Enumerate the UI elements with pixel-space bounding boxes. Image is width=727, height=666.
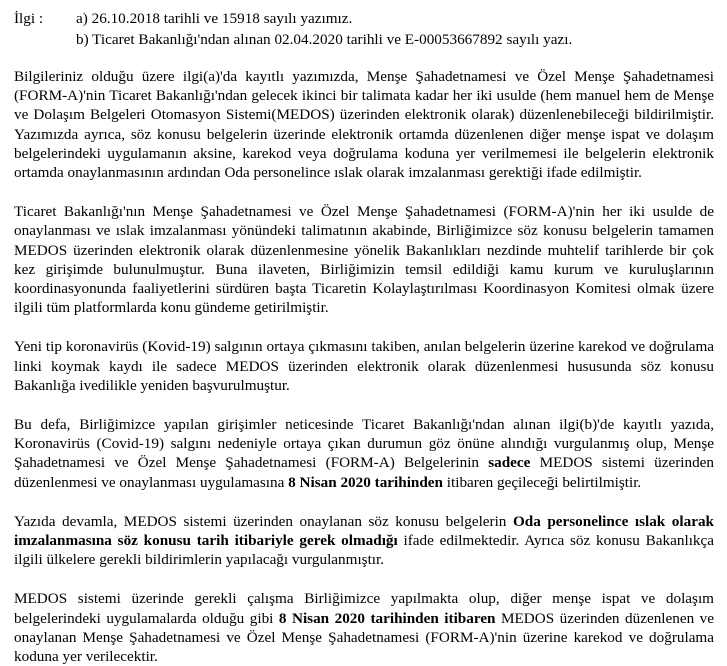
bold-text: Oda personelince ıslak olarak imzalanmasına söz konusu tarih itibariyle gerek olmadığı	[14, 512, 714, 550]
letter-body	[14, 8, 714, 666]
reference-item-a: a) 26.10.2018 tarihli ve 15918 sayılı yazımız.	[76, 10, 353, 27]
paragraph-6	[14, 589, 714, 666]
paragraph-4	[14, 415, 714, 492]
reference-list	[76, 8, 572, 50]
paragraph-1	[14, 67, 714, 182]
text-run: MEDOS sistemi üzerinde gerekli çalışma Birliğimizce yapılmakta olup, diğer menşe ispat ve dolaşım belgelerindeki uygulamalarda olduğu gibi	[14, 590, 714, 627]
text-run: Ticaret Bakanlığı'nın Menşe Şahadetnamesi ve Özel Menşe Şahadetnamesi (FORM-A)'nin her iki usulde de onaylanması ve ıslak imzalanması yönündeki talimatının akabinde, Birliğimizce söz konusu belgelerin tamamen MEDOS üzerinden elektronik olarak düzenlenmesine yönelik Bakanlıkları nezdinde muhtelif tarihlerde bir çok kez girişimde bulunulmuştur. Buna ilaveten, Birliğimizin temsil edildiği kamu kurum ve kuruluşlarının koordinasyonunda faaliyetlerini sürdüren başta Ticaretin Kolaylaştırılması Koordinasyon Komitesi olmak üzere ilgili tüm platformlarda konu gündeme getirilmiştir.	[14, 203, 714, 317]
text-run: itibaren geçileceği belirtilmiştir.	[443, 473, 642, 491]
bold-text: 8 Nisan 2020 tarihinden	[288, 473, 443, 491]
text-run: MEDOS sistemi üzerinden düzenlenmesi ve onaylanması uygulamasına	[14, 454, 714, 491]
paragraph-5	[14, 512, 714, 570]
paragraph-2	[14, 202, 714, 317]
bold-text: 8 Nisan 2020 tarihinden itibaren	[278, 609, 496, 627]
reference-item-b: b) Ticaret Bakanlığı'ndan alınan 02.04.2020 tarihli ve E-00053667892 sayılı yazı.	[76, 31, 573, 48]
text-run: Bilgileriniz olduğu üzere ilgi(a)'da kayıtlı yazımızda, Menşe Şahadetnamesi ve Özel Menşe Şahadetnamesi (FORM-A)'nin Ticaret Bakanlığı'ndan gelecek ikinci bir talimata kadar her iki usulde (hem manuel hem de Menşe ve Dolaşım Belgeleri Otomasyon Sistemi(MEDOS) üzerinden elektronik olarak) düzenlenebileceği bildirilmiştir. Yazımızda ayrıca, söz konusu belgelerin üzerinde elektronik ortamda düzenlenen diğer menşe ispat ve dolaşım belgelerindeki uygulamanın aksine, karekod veya doğrulama koduna yer verilmemesi ile belgelerin elektronik ortamda onaylanmasının ardından Oda personelince ıslak olarak imzalanması gerektiği ifade edilmiştir.	[14, 68, 714, 182]
text-run: ifade edilmektedir. Ayrıca söz konusu Bakanlıkça ilgili ülkelere gerekli bildirimlerin yapılacağı vurgulanmıştır.	[14, 532, 714, 569]
paragraph-3	[14, 337, 714, 395]
text-run: Yeni tip koronavirüs (Kovid-19) salgının ortaya çıkmasını takiben, anılan belgelerin üzerine karekod ve doğrulama linki koymak kaydı ile sadece MEDOS üzerinden elektronik olarak düzenlenmesi hususunda söz konusu Bakanlığa ivedilikle yeniden başvurulmuştur.	[14, 338, 714, 394]
text-run: Yazıda devamla, MEDOS sistemi üzerinden onaylanan söz konusu belgelerin	[14, 512, 513, 530]
text-run: MEDOS üzerinden düzenlenen ve onaylanan Menşe Şahadetnamesi ve Özel Menşe Şahadetnamesi (FORM-A)'nin üzerine karekod ve doğrulama koduna yer verilecektir.	[14, 609, 714, 666]
reference-label: İlgi :	[14, 10, 44, 27]
bold-text: sadece	[488, 454, 531, 472]
text-run: Bu defa, Birliğimizce yapılan girişimler neticesinde Ticaret Bakanlığı'ndan alınan ilgi(b)'de kayıtlı yazıda, Koronavirüs (Covid-19) salgını nedeniyle ortaya çıkan durumun göz önüne alındığı vurgulanmış olup, Menşe Şahadetnamesi ve Özel Menşe Şahadetnamesi (FORM-A) Belgelerinin	[14, 416, 714, 472]
reference-block	[14, 8, 714, 50]
